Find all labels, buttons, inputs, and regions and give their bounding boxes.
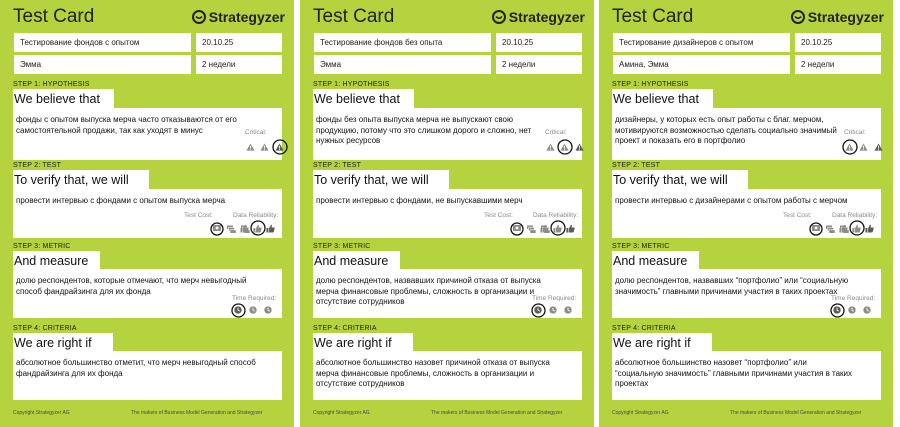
reliability-3-icon[interactable] (266, 224, 275, 233)
assigned-to-field[interactable]: Амина, Эмма (613, 55, 790, 74)
critical-level-3-icon[interactable] (575, 143, 584, 151)
time-required-2-icon[interactable] (549, 306, 557, 314)
step4-label: STEP 4: CRITERIA (612, 325, 676, 332)
critical-label: Critical: (545, 129, 567, 136)
test-cost-label: Test Cost: (184, 212, 213, 219)
critical-selection-ring (841, 138, 859, 156)
step2-label: STEP 2: TEST (13, 162, 62, 169)
strategyzer-logo-icon (192, 10, 206, 24)
step2-text: провести интервью с фондами с опытом выпуска мерча (16, 196, 226, 205)
critical-selection-ring (556, 138, 574, 156)
step3-text: долю респондентов, назвавших причиной отказа от выпуска мерча финансовые проблемы, сложность в организации и отсутствие сотрудников (316, 276, 541, 306)
step4-text: абсолютное большинство назовет причиной отказа от выпуска мерча финансовые проблемы, сложность в организации и отсутствие сотрудников (316, 358, 550, 388)
step1-heading: We believe that (314, 92, 400, 106)
brand-name: Strategyzer (508, 9, 585, 25)
duration-field[interactable]: 2 недели (496, 55, 582, 74)
step3-text: долю респондентов, назвавших “портфолио” или “социальную значимость” главными причинами участия в таких проектах (615, 276, 849, 296)
critical-level-1-icon[interactable] (246, 143, 255, 151)
test-cost-2-icon[interactable] (227, 225, 236, 234)
strategyzer-logo-icon (492, 10, 506, 24)
reliability-3-icon[interactable] (566, 224, 575, 233)
makers-text: The makers of Business Model Generation and Strategyzer (131, 410, 263, 416)
critical-selection-ring (271, 138, 289, 156)
time-required-3-icon[interactable] (264, 306, 272, 314)
test-cost-label: Test Cost: (484, 212, 513, 219)
time-required-2-icon[interactable] (848, 306, 856, 314)
step3-label: STEP 3: METRIC (13, 243, 71, 250)
step3-heading: And measure (314, 254, 389, 268)
step2-text: провести интервью с фондами, не выпускавшими мерч (316, 196, 523, 205)
time-required-selection-ring (530, 302, 547, 319)
card-title: Test Card (612, 6, 694, 27)
test-cost-selection-ring (509, 221, 525, 237)
time-required-label: Time Required: (232, 295, 277, 302)
step4-heading: We are right if (613, 336, 691, 350)
step2-heading: To verify that, we will (14, 173, 129, 187)
copyright-text: Copyright Strategyzer AG (612, 410, 669, 416)
test-cost-2-icon[interactable] (826, 225, 835, 234)
time-required-selection-ring (829, 302, 846, 319)
assigned-to-field[interactable]: Эмма (14, 55, 191, 74)
step4-heading: We are right if (14, 336, 92, 350)
step4-label: STEP 4: CRITERIA (13, 325, 77, 332)
time-required-selection-ring (230, 302, 247, 319)
step3-label: STEP 3: METRIC (612, 243, 670, 250)
reliability-3-icon[interactable] (865, 224, 874, 233)
critical-level-2-icon[interactable] (260, 143, 269, 151)
step1-label: STEP 1: HYPOTHESIS (313, 81, 390, 88)
copyright-text: Copyright Strategyzer AG (13, 410, 70, 416)
reliability-selection-ring (549, 219, 567, 237)
time-required-label: Time Required: (532, 295, 577, 302)
brand-logo (791, 9, 884, 25)
step2-label: STEP 2: TEST (313, 162, 362, 169)
brand-logo (492, 9, 585, 25)
step4-heading: We are right if (314, 336, 392, 350)
reliability-selection-ring (848, 219, 866, 237)
step2-text: провести интервью с дизайнерами с опытом работы с мерчом (615, 196, 848, 205)
makers-text: The makers of Business Model Generation and Strategyzer (730, 410, 862, 416)
brand-name: Strategyzer (208, 9, 285, 25)
step1-text: дизайнеры, у которых есть опыт работы с благ. мерчом, мотивируются возможностью сделать социально значимый проект и показать его в портфолио (615, 115, 837, 145)
step2-heading: To verify that, we will (613, 173, 728, 187)
step1-heading: We believe that (613, 92, 699, 106)
duration-field[interactable]: 2 недели (795, 55, 881, 74)
time-required-label: Time Required: (831, 295, 876, 302)
date-field[interactable]: 20.10.25 (795, 33, 881, 52)
test-cost-selection-ring (209, 221, 225, 237)
brand-logo (192, 9, 285, 25)
step1-text: фонды без опыта выпуска мерча не выпускают свою продукцию, потому что это слишком дорого и сложно, нет нужных ресурсов (316, 115, 532, 145)
test-name-field[interactable]: Тестирование фондов с опытом (14, 33, 191, 52)
step2-heading: To verify that, we will (314, 173, 429, 187)
step1-heading: We believe that (14, 92, 100, 106)
makers-text: The makers of Business Model Generation and Strategyzer (431, 410, 563, 416)
brand-name: Strategyzer (807, 9, 884, 25)
test-cost-label: Test Cost: (783, 212, 812, 219)
card-title: Test Card (313, 6, 395, 27)
card-title: Test Card (13, 6, 95, 27)
step1-label: STEP 1: HYPOTHESIS (13, 81, 90, 88)
step4-label: STEP 4: CRITERIA (313, 325, 377, 332)
step4-text: абсолютное большинство назовет “портфолио” или “социальную значимость” главными причинами участия в таких проектах (615, 358, 853, 388)
test-cost-selection-ring (808, 221, 824, 237)
data-reliability-label: Data Reliability: (233, 212, 279, 219)
step2-label: STEP 2: TEST (612, 162, 661, 169)
time-required-2-icon[interactable] (249, 306, 257, 314)
step4-text: абсолютное большинство отметит, что мерч невыгодный способ фандрайзинга для их фонда (16, 358, 256, 378)
step1-label: STEP 1: HYPOTHESIS (612, 81, 689, 88)
test-card (599, 0, 893, 427)
time-required-3-icon[interactable] (863, 306, 871, 314)
critical-label: Critical: (844, 129, 866, 136)
data-reliability-label: Data Reliability: (533, 212, 579, 219)
critical-level-3-icon[interactable] (874, 143, 883, 151)
critical-label: Critical: (245, 129, 267, 136)
step3-heading: And measure (14, 254, 89, 268)
test-cost-2-icon[interactable] (527, 225, 536, 234)
test-name-field[interactable]: Тестирование фондов без опыта (314, 33, 491, 52)
test-name-field[interactable]: Тестирование дизайнеров с опытом (613, 33, 790, 52)
time-required-3-icon[interactable] (564, 306, 572, 314)
critical-level-1-icon[interactable] (546, 143, 555, 151)
assigned-to-field[interactable]: Эмма (314, 55, 491, 74)
reliability-selection-ring (249, 219, 267, 237)
step3-text: долю респондентов, которые отмечают, что мерч невыгодный способ фандрайзинга для их фонда (16, 276, 247, 296)
critical-level-2-icon[interactable] (859, 143, 868, 151)
test-card (300, 0, 594, 427)
strategyzer-logo-icon (791, 10, 805, 24)
date-field[interactable]: 20.10.25 (196, 33, 282, 52)
step3-label: STEP 3: METRIC (313, 243, 371, 250)
date-field[interactable]: 20.10.25 (496, 33, 582, 52)
data-reliability-label: Data Reliability: (832, 212, 878, 219)
test-card (0, 0, 294, 427)
duration-field[interactable]: 2 недели (196, 55, 282, 74)
copyright-text: Copyright Strategyzer AG (313, 410, 370, 416)
step3-heading: And measure (613, 254, 688, 268)
step1-text: фонды с опытом выпуска мерча часто отказываются от его самостоятельной продажи, так как уходят в минус (16, 115, 237, 135)
